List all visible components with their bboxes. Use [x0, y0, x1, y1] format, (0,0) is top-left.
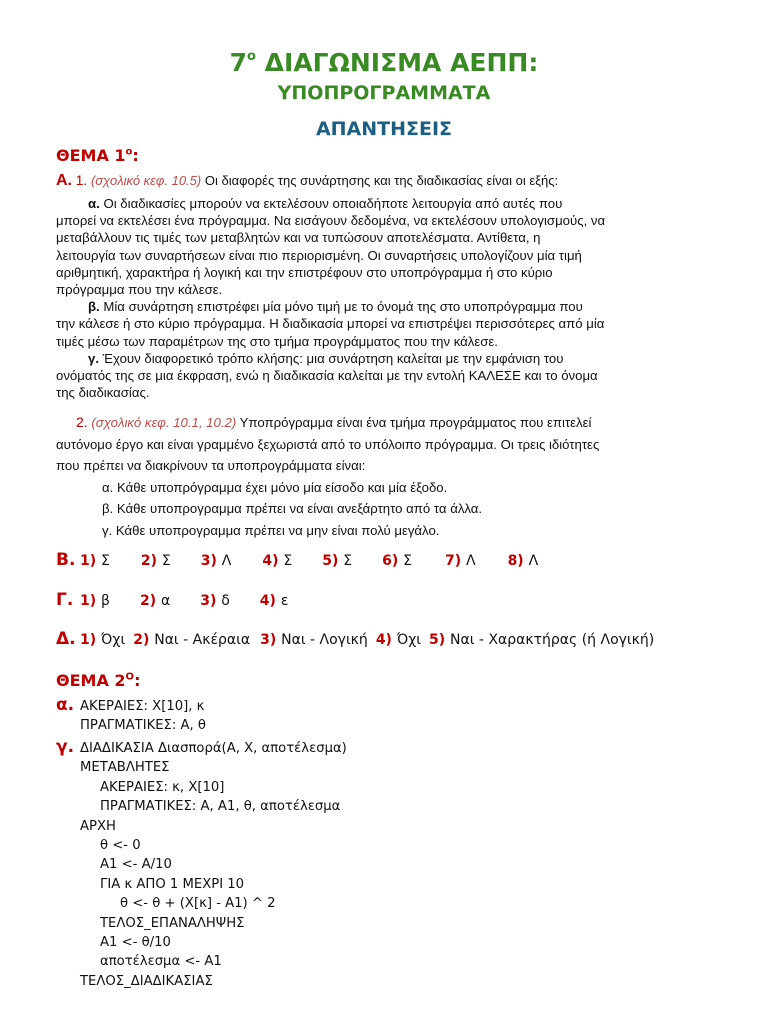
answer-item	[382, 553, 412, 569]
answer-item	[80, 553, 110, 569]
answer-number: 7)	[444, 553, 466, 569]
answer-value: Ναι - Χαρακτήρας (ή Λογική)	[450, 632, 655, 648]
a2-paragraph	[56, 412, 712, 541]
theme2-heading: ΘΕΜΑ $2^O$:	[56, 671, 141, 690]
answer-item	[140, 593, 170, 609]
theme2-g-code	[80, 739, 347, 991]
answer-item	[445, 553, 476, 569]
theme2-a-code	[80, 697, 206, 736]
answer-number: 3)	[260, 632, 282, 648]
a2-text: αυτόνομο έργο και είναι γραμμένο ξεχωριστά από το υπόλοιπο πρόγραμμα. Οι τρεις ιδιότητες	[56, 436, 600, 452]
a1-a-text: λειτουργία των συναρτήσεων είναι πιο περιορισμένη. Οι συναρτήσεις υπολογίζουν μία τιμή	[56, 247, 582, 263]
theme1-heading: ΘΕΜΑ $1^o$:	[56, 146, 139, 165]
a1-a-text: μεταβάλλουν τις τιμές των μεταβλητών και να τυπώσουν αποτελέσματα. Αντίθετα, η	[56, 230, 541, 246]
answer-item	[508, 553, 539, 569]
section-g-label: Γ.	[56, 590, 74, 610]
code-line: ΑΡΧΗ	[80, 818, 116, 834]
a2-item: γ. Κάθε υποπρογραμμα πρέπει να μην είναι πολύ μεγάλο.	[102, 522, 440, 538]
a1-c-text: ονόματός της σε μια έκφραση, ενώ η διαδικασία καλείται με την εντολή ΚΑΛΕΣΕ και το όνομα	[56, 368, 598, 384]
code-line: θ <- 0	[100, 838, 141, 854]
a1-a-text: αριθμητική, χαρακτήρα ή λογική και την επιστρέφουν στο υποπρόγραμμα ή στο κύριο	[56, 264, 553, 280]
code-line: ΑΚΕΡΑΙΕΣ: κ, Χ[10]	[100, 779, 225, 795]
answer-number: 8)	[507, 553, 529, 569]
answer-number: 2)	[139, 593, 161, 609]
answer-item	[260, 593, 289, 609]
section-d-label: Δ.	[56, 629, 76, 649]
a2-item: α. Κάθε υποπρόγραμμα έχει μόνο μία είσοδο και μία έξοδο.	[102, 479, 448, 495]
a2-reference: (σχολικό κεφ. 10.1, 10.2)	[91, 415, 237, 430]
theme2-g-label: γ.	[56, 737, 75, 757]
answer-value: Σ	[161, 553, 171, 569]
a1-reference: (σχολικό κεφ. 10.5)	[90, 173, 202, 188]
code-line: ΓΙΑ κ ΑΠΟ 1 ΜΕΧΡΙ 10	[100, 876, 245, 892]
answer-number: 3)	[200, 593, 222, 609]
answer-number: 2)	[140, 553, 162, 569]
answer-number: 1)	[80, 553, 102, 569]
answer-item	[429, 632, 654, 648]
code-line: θ <- θ + (Χ[κ] - Α1) ^ 2	[120, 896, 276, 912]
a1-intro: Οι διαφορές της συνάρτησης και της διαδικασίας είναι οι εξής:	[201, 173, 559, 188]
a1-a-text: πρόγραμμα που την κάλεσε.	[56, 282, 223, 298]
theme2-a-label: α.	[56, 695, 75, 715]
answer-value: Σ	[101, 553, 110, 569]
answer-item	[141, 553, 171, 569]
code-line: ΜΕΤΑΒΛΗΤΕΣ	[80, 760, 170, 776]
answer-number: 6)	[382, 553, 404, 569]
answer-value: Λ	[465, 553, 476, 569]
answer-value: Όχι	[396, 632, 422, 648]
code-line: Α1 <- Α/10	[100, 857, 172, 873]
a1-a-text: Οι διαδικασίες μπορούν να εκτελέσουν οποιαδήποτε λειτουργία από αυτές που	[99, 196, 563, 211]
code-line: ΔΙΑΔΙΚΑΣΙΑ Διασπορά(Α, Χ, αποτέλεσμα)	[80, 741, 347, 756]
a1-b-label: β.	[88, 299, 100, 315]
answer-value: α	[160, 593, 171, 609]
answer-item	[322, 553, 352, 569]
code-line: ΠΡΑΓΜΑΤΙΚΕΣ: Α, θ	[80, 718, 207, 734]
answer-value: Σ	[343, 553, 353, 569]
answer-item	[80, 632, 125, 648]
g-answers	[80, 593, 288, 609]
answer-number: 2)	[133, 632, 155, 648]
b-answers	[80, 553, 538, 569]
a1-number: 1.	[75, 172, 88, 188]
code-line: Α1 <- θ/10	[100, 935, 171, 951]
a1-b-text: Μία συνάρτηση επιστρέφει μία μόνο τιμή με το όνομά της στο υποπρόγραμμα που	[99, 299, 583, 315]
answer-number: 4)	[375, 632, 397, 648]
answer-number: 3)	[200, 553, 222, 569]
a2-number: 2.	[76, 414, 88, 430]
a1-c-label: γ.	[88, 350, 99, 366]
d-answers	[80, 632, 654, 648]
answers-heading: ΑΠΑΝΤΗΣΕΙΣ	[315, 118, 453, 140]
answer-value: Σ	[283, 553, 293, 569]
code-line: ΠΡΑΓΜΑΤΙΚΕΣ: Α, Α1, θ, αποτέλεσμα	[100, 799, 341, 815]
answer-number: 5)	[429, 632, 451, 648]
answer-item	[201, 553, 232, 569]
a1-a-text: μπορεί να εκτελέσει ένα πρόγραμμα. Να εισάγουν δεδομένα, να εκτελέσουν υπολογισμούς, να	[56, 213, 606, 229]
code-line: ΤΕΛΟΣ_ΔΙΑΔΙΚΑΣΙΑΣ	[80, 973, 213, 989]
answer-number: 5)	[322, 553, 344, 569]
a1-paragraph	[56, 195, 712, 401]
answer-number: 4)	[262, 553, 284, 569]
section-a-label: Α.	[56, 172, 72, 189]
answer-value: Σ	[403, 553, 412, 569]
answer-item	[200, 593, 230, 609]
section-b-label: Β.	[56, 550, 76, 570]
a1-a-label: α.	[88, 196, 100, 211]
answer-value: Ναι - Λογική	[281, 632, 368, 648]
a1-b-text: την κάλεσε ή στο κύριο πρόγραμμα. Η διαδικασία μπορεί να επιστρέψει περισσότερες από μία	[56, 316, 605, 332]
a1-line	[56, 172, 558, 189]
answer-value: β	[101, 593, 110, 609]
answer-value: Όχι	[101, 632, 126, 648]
answer-value: Λ	[221, 553, 232, 569]
answer-value: Λ	[528, 553, 539, 569]
answer-number: 1)	[80, 593, 102, 609]
page-subtitle: ΥΠΟΠΡΟΓΡΑΜΜΑΤΑ	[277, 82, 491, 104]
answer-item	[262, 553, 292, 569]
answer-item	[260, 632, 368, 648]
title-number: 7	[229, 48, 248, 77]
page-title	[0, 48, 768, 77]
a1-c-text: της διαδικασίας.	[56, 385, 150, 401]
answer-item	[80, 593, 110, 609]
a2-item: β. Κάθε υποπρογραμμα πρέπει να είναι ανεξάρτητο από τα άλλα.	[102, 501, 483, 516]
title-superscript: ο	[247, 48, 256, 64]
a2-text: Υποπρόγραμμα είναι ένα τμήμα προγράμματος που επιτελεί	[236, 415, 592, 430]
answer-value: Ναι - Ακέραια	[154, 632, 251, 648]
answer-value: δ	[221, 593, 230, 609]
answer-item	[376, 632, 421, 648]
answer-value: ε	[280, 593, 289, 609]
a1-b-text: τιμές μέσω των παραμέτρων της στο τμήμα προγράμματος που την κάλεσε.	[56, 333, 498, 349]
code-line: ΤΕΛΟΣ_ΕΠΑΝΑΛΗΨΗΣ	[100, 915, 245, 931]
title-text: ΔΙΑΓΩΝΙΣΜΑ ΑΕΠΠ:	[255, 48, 539, 77]
code-line: ΑΚΕΡΑΙΕΣ: Χ[10], κ	[80, 699, 205, 714]
answer-number: 1)	[80, 632, 102, 648]
answer-number: 4)	[259, 593, 281, 609]
a2-text: που πρέπει να διακρίνουν τα υποπρογράμματα είναι:	[56, 458, 366, 473]
answer-item	[133, 632, 250, 648]
a1-c-text: Έχουν διαφορετικό τρόπο κλήσης: μια συνάρτηση καλείται με την εμφάνιση του	[99, 350, 564, 366]
code-line: αποτέλεσμα <- Α1	[100, 954, 222, 970]
